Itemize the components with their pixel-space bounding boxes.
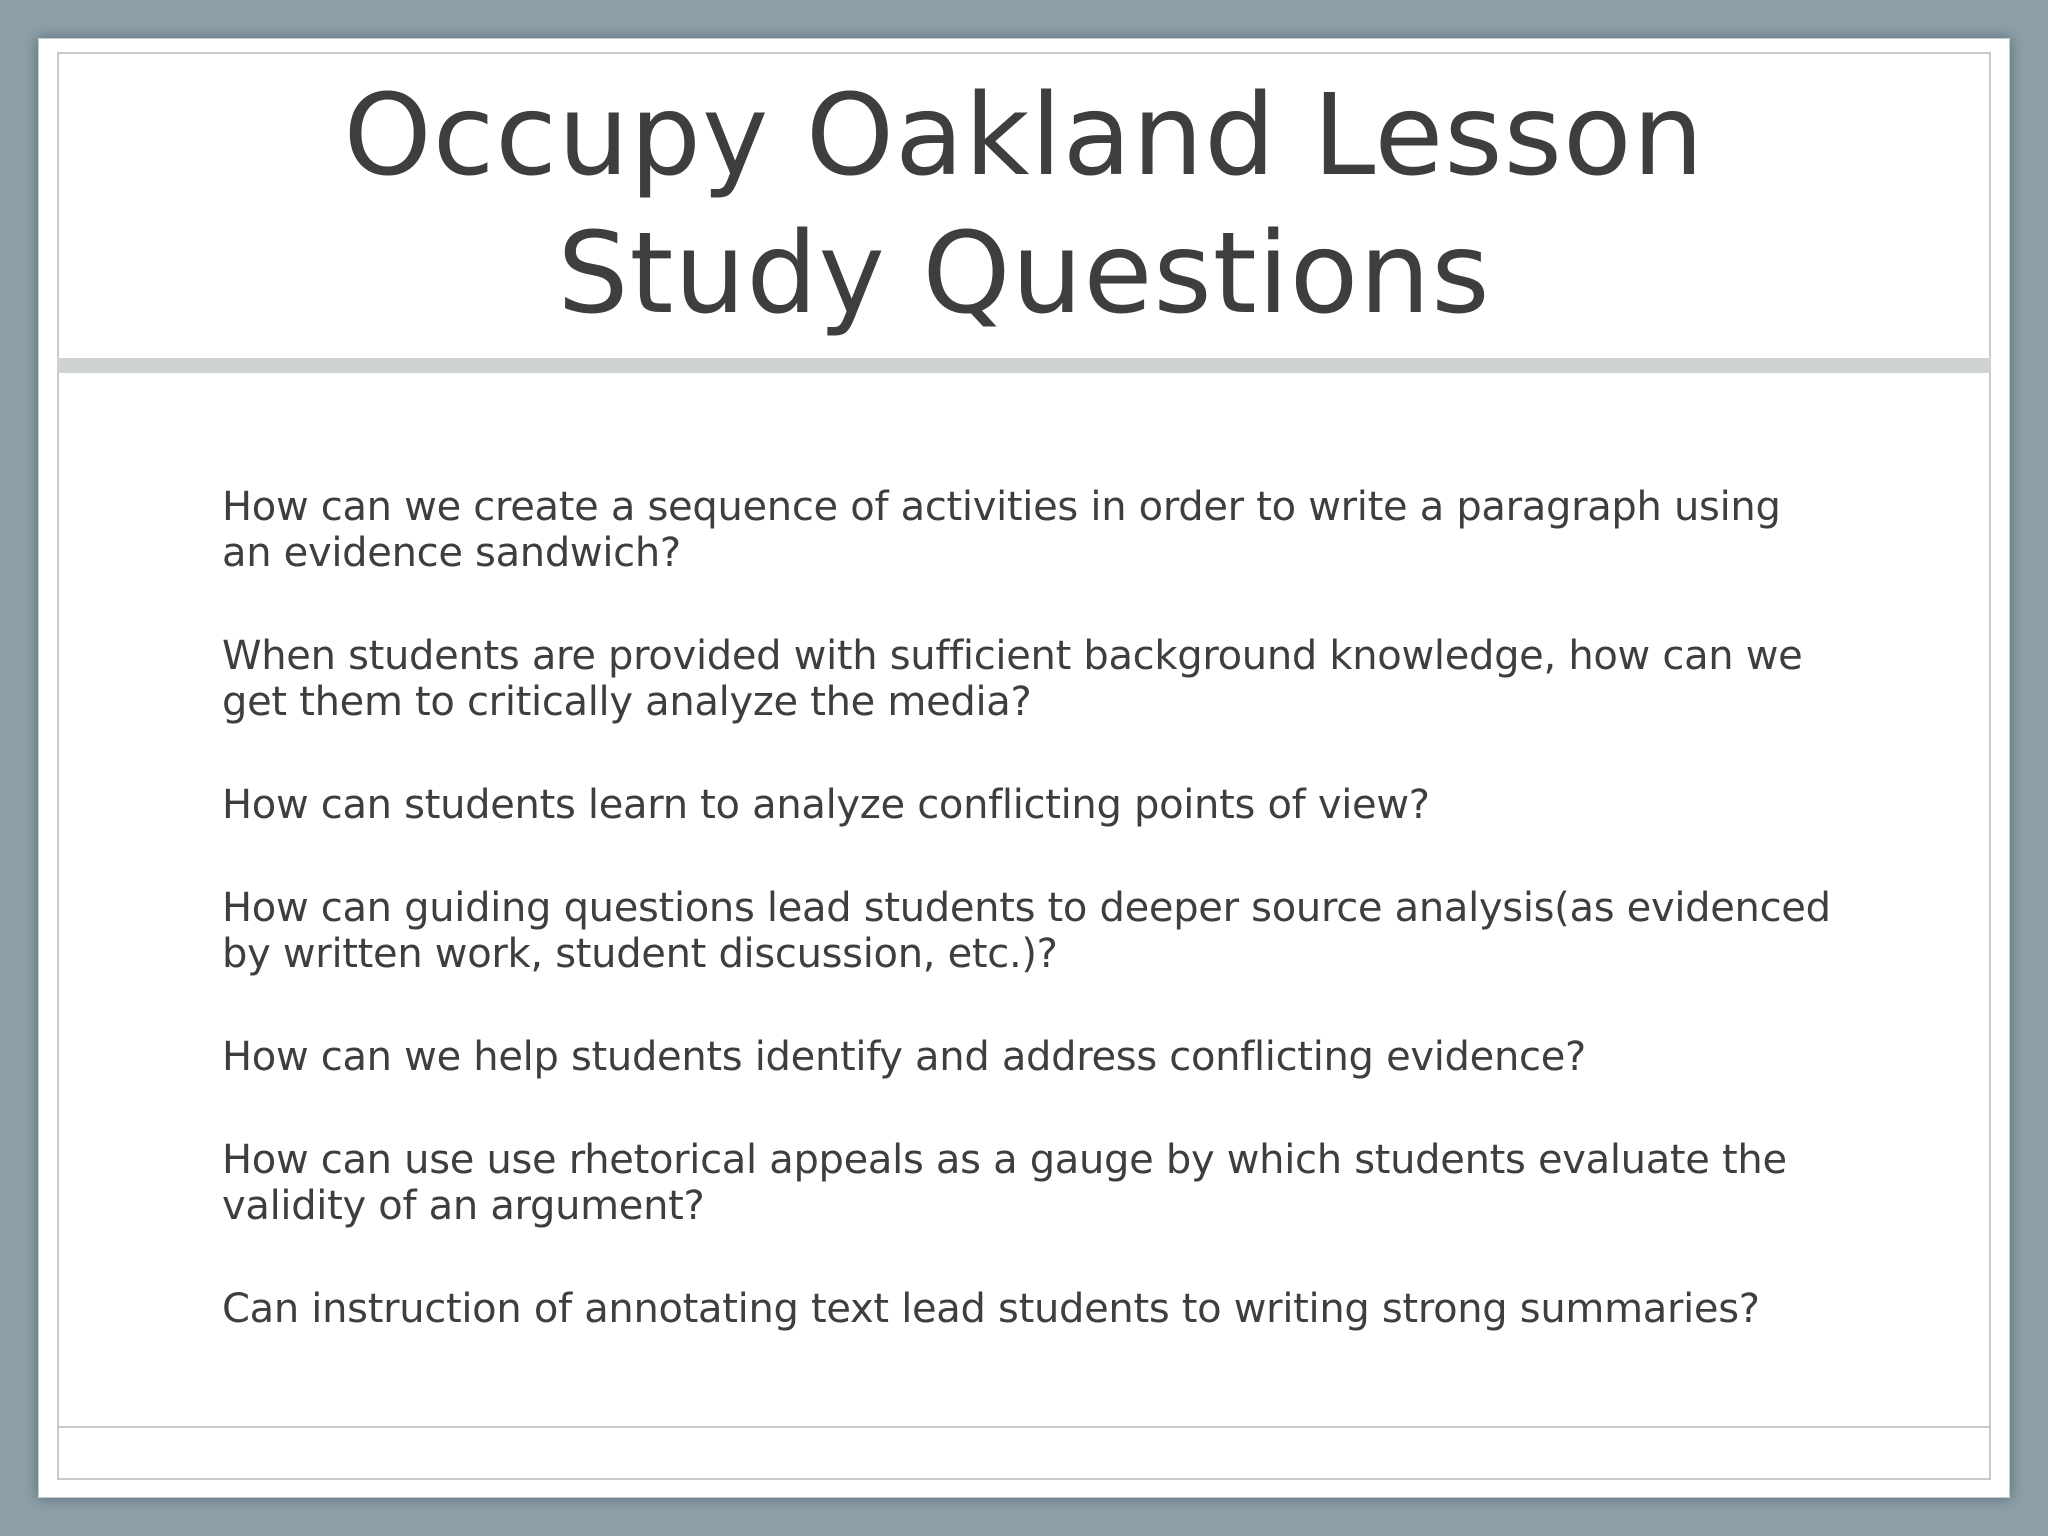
slide-title-line-1: Occupy Oakland Lesson	[343, 71, 1705, 201]
study-question-5: How can we help students identify and address conflicting evidence?	[222, 1034, 1586, 1080]
study-question-7: Can instruction of annotating text lead students to writing strong summaries?	[222, 1286, 1760, 1332]
study-questions-list	[222, 484, 1842, 1389]
slide-title	[344, 67, 1705, 343]
study-question-3: How can students learn to analyze conflicting points of view?	[222, 782, 1430, 828]
study-question-6: How can use use rhetorical appeals as a gauge by which students evaluate the validity of an argument?	[222, 1137, 1787, 1229]
title-divider	[57, 358, 1991, 373]
title-area	[57, 52, 1991, 358]
study-question-4: How can guiding questions lead students to deeper source analysis(as evidenced by written work, student discussion, etc.)?	[222, 885, 1831, 977]
study-question-1: How can we create a sequence of activities in order to write a paragraph using an evidence sandwich?	[222, 484, 1781, 576]
footer-divider	[57, 1426, 1991, 1428]
study-question-2: When students are provided with sufficient background knowledge, how can we get them to critically analyze the media?	[222, 633, 1803, 725]
slide-title-line-2: Study Questions	[557, 209, 1491, 339]
